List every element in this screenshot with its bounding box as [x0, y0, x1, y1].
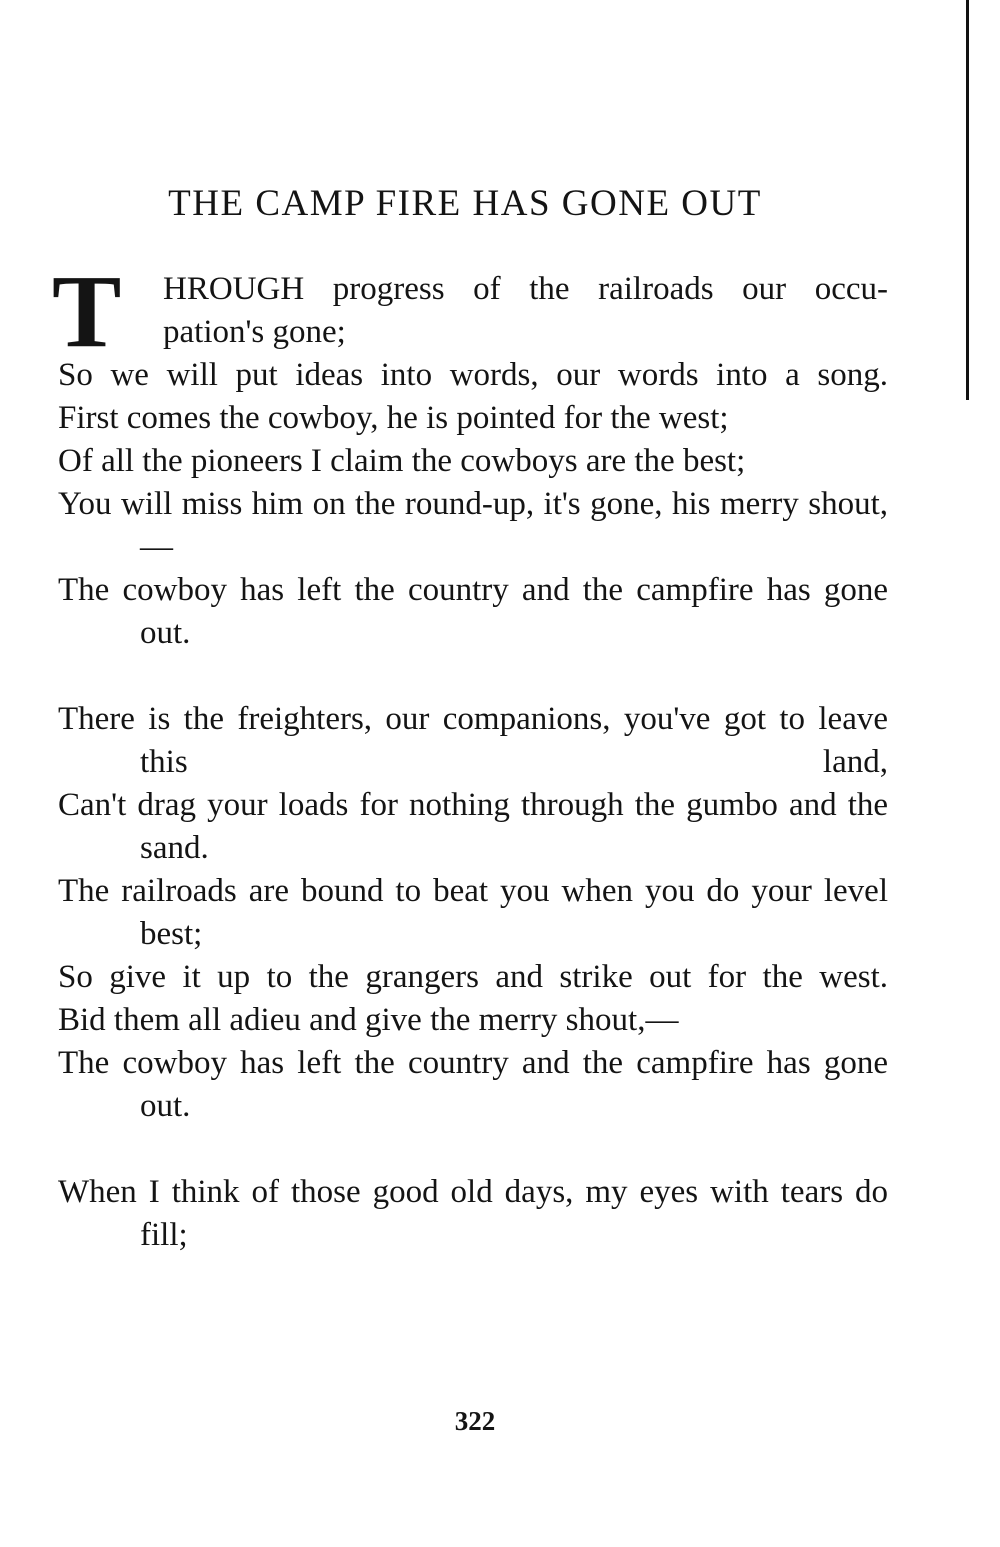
stanza-2	[58, 698, 888, 1128]
poem-line: So give it up to the grangers and strike out for the west.	[58, 959, 889, 995]
poem-line: You will miss him on the round-up, it's gone, his merry shout,—	[58, 486, 888, 565]
poem-body	[52, 254, 889, 1257]
first-line-text: HROUGH progress of the railroads our occu-	[163, 271, 888, 307]
stanza-3	[58, 1171, 888, 1257]
first-line-continuation: pation's gone;	[163, 314, 346, 350]
poem-line: So we will put ideas into words, our words into a song.	[58, 357, 888, 393]
poem-line: The railroads are bound to beat you when you do your level best;	[58, 873, 889, 952]
poem-title: THE CAMP FIRE HAS GONE OUT	[168, 183, 762, 224]
poem-line: Can't drag your loads for nothing through the gumbo and the sand.	[58, 787, 889, 866]
poem-line: When I think of those good old days, my eyes with tears do fill;	[58, 1174, 889, 1253]
drop-cap: T	[52, 254, 122, 369]
poem-line: The cowboy has left the country and the campfire has gone out.	[58, 1045, 889, 1124]
poem-line: The cowboy has left the country and the campfire has gone out.	[58, 572, 889, 651]
page-edge-line	[966, 0, 969, 400]
poem-line: Bid them all adieu and give the merry shout,—	[58, 1002, 679, 1038]
poem-line: There is the freighters, our companions, you've got to leave this land,	[58, 701, 889, 780]
stanza-1	[58, 354, 888, 655]
poem-line: First comes the cowboy, he is pointed for the west;	[58, 400, 729, 436]
page-number: 322	[454, 1406, 496, 1436]
poem-line: Of all the pioneers I claim the cowboys are the best;	[58, 443, 746, 479]
